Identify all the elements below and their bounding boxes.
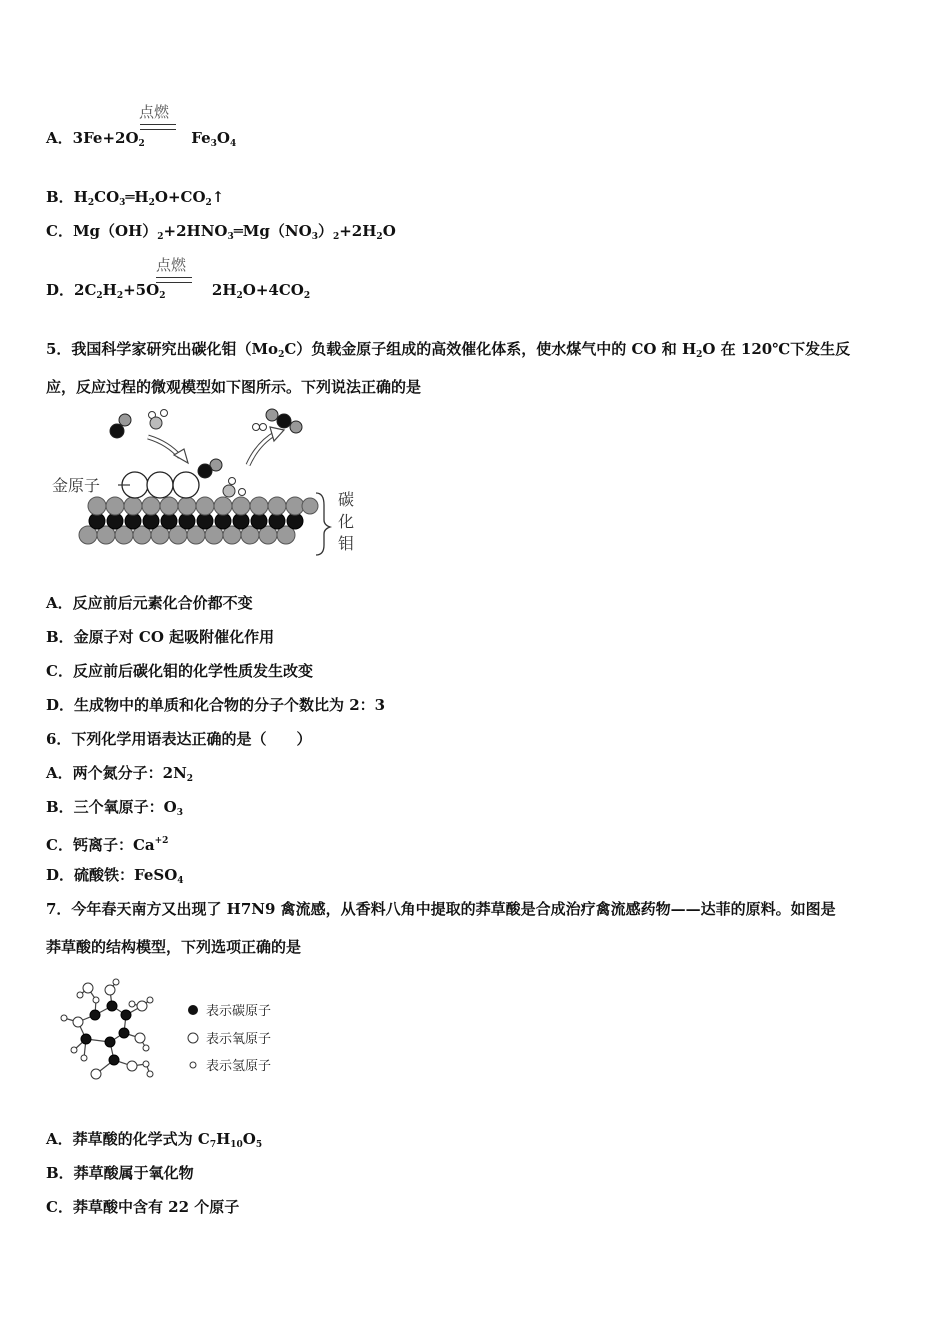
subscript: 2 [148, 198, 155, 208]
option-text: H [102, 281, 117, 299]
option-text: O [382, 222, 396, 240]
subscript: 4 [229, 139, 237, 149]
subscript: 2 [278, 350, 285, 360]
option-text: ） [317, 222, 333, 240]
option-text: A．莽草酸的化学式为 C [46, 1130, 210, 1148]
stem-text: O 在 120℃下发生反 [702, 340, 851, 358]
subscript: 5 [255, 1140, 263, 1150]
reaction-condition: 点燃 [156, 256, 187, 274]
subscript: 2 [157, 232, 164, 242]
subscript: 2 [696, 350, 703, 360]
legend-carbon: 表示碳原子 [206, 1004, 272, 1019]
subscript: 2 [303, 291, 311, 301]
q5-stem-line2: 应，反应过程的微观模型如下图所示。下列说法正确的是 [46, 378, 422, 396]
q7-stem-line2: 莽草酸的结构模型，下列选项正确的是 [46, 938, 302, 956]
q4-option-c[interactable] [46, 221, 396, 247]
subscript: 2 [138, 139, 145, 149]
subscript: 3 [176, 808, 184, 818]
subscript: 2 [236, 291, 243, 301]
substrate-bracket [316, 493, 330, 555]
h2o-molecule-adsorbed [223, 478, 246, 498]
gold-atoms [122, 472, 199, 498]
subscript: 2 [116, 291, 124, 301]
q6-option-a[interactable] [46, 763, 193, 789]
subscript: 2 [87, 198, 95, 208]
oxygen-legend-icon [188, 1033, 198, 1043]
option-text: ↑ [211, 188, 225, 206]
q6-option-d[interactable] [46, 865, 184, 891]
subscript: 7 [209, 1140, 217, 1150]
option-text: ═Mg（NO [233, 222, 312, 240]
reaction-condition: 点燃 [139, 103, 170, 121]
q6-option-c[interactable] [46, 831, 168, 855]
q5-option-b[interactable]: B．金原子对 CO 起吸附催化作用 [46, 628, 275, 646]
legend-hydrogen: 表示氢原子 [206, 1059, 272, 1074]
q7-option-b[interactable]: B．莽草酸属于氧化物 [46, 1164, 194, 1182]
option-text: H [216, 1130, 231, 1148]
q6-stem: 6．下列化学用语表达正确的是（ ） [46, 730, 312, 748]
option-text: C．钙离子：Ca [46, 836, 155, 854]
q7-option-a[interactable] [46, 1129, 262, 1155]
option-text: C．Mg（OH） [46, 222, 158, 240]
option-text: O [216, 129, 230, 147]
option-text: A．3Fe+2O [46, 129, 139, 147]
carbon-atoms [81, 1001, 131, 1065]
hydrogen-legend-icon [190, 1062, 196, 1068]
arrow-head [270, 427, 284, 441]
catalysis-model-figure [48, 405, 368, 560]
co-molecule-adsorbed [198, 459, 222, 478]
q6-option-b[interactable] [46, 797, 183, 823]
carbon-legend-icon [188, 1005, 198, 1015]
stem-text: C）负载金原子组成的高效催化体系，使水煤气中的 CO 和 H [284, 340, 697, 358]
subscript: 2 [376, 232, 383, 242]
q5-option-d[interactable]: D．生成物中的单质和化合物的分子个数比为 2：3 [46, 696, 386, 714]
shikimic-acid-model-figure [50, 970, 300, 1085]
option-text: 2H [211, 281, 237, 299]
option-text: ═H [125, 188, 149, 206]
option-text: +5O [123, 281, 160, 299]
legend-oxygen: 表示氧原子 [206, 1032, 272, 1047]
subscript: 3 [227, 232, 234, 242]
option-text: +2H [339, 222, 377, 240]
q4-option-b[interactable] [46, 187, 224, 213]
q5-option-a[interactable]: A．反应前后元素化合价都不变 [46, 594, 253, 612]
option-text: Fe [191, 129, 211, 147]
arrow-out-icon [248, 433, 276, 465]
q5-stem-line1 [46, 339, 850, 365]
subscript: 4 [177, 876, 184, 886]
option-text: CO [94, 188, 120, 206]
q7-stem-line1: 7．今年春天南方又出现了 H7N9 禽流感，从香料八角中提取的莽草酸是合成治疗禽流感药物——达菲的原料。如图是 [46, 900, 836, 918]
superscript: +2 [154, 836, 169, 846]
option-text: A．两个氮分子：2N [46, 764, 187, 782]
q4-option-a[interactable] [46, 128, 236, 154]
subscript: 10 [230, 1140, 243, 1150]
subscript: 2 [186, 774, 194, 784]
co-molecule-incoming [110, 414, 131, 438]
option-text: O+4CO [242, 281, 304, 299]
option-text: O [242, 1130, 256, 1148]
option-text: D．2C [46, 281, 97, 299]
q4-option-d[interactable] [46, 280, 310, 306]
option-text: O+CO [154, 188, 206, 206]
h2o-molecule-incoming [149, 410, 168, 430]
option-text: D．硫酸铁：FeSO [46, 866, 178, 884]
gold-atom-label: 金原子 [52, 476, 101, 495]
h2-molecule-product [253, 424, 267, 431]
subscript: 2 [332, 232, 340, 242]
subscript: 2 [159, 291, 166, 301]
q7-option-c[interactable]: C．莽草酸中含有 22 个原子 [46, 1198, 240, 1216]
subscript: 3 [311, 232, 318, 242]
option-text: B．H [46, 188, 88, 206]
substrate-label-char: 碳 [338, 490, 355, 509]
stem-text: 5．我国科学家研究出碳化钼（Mo [46, 340, 279, 358]
subscript: 3 [210, 139, 217, 149]
oxygen-atoms [73, 983, 147, 1079]
substrate-label-char: 化 [338, 512, 355, 531]
option-text: +2HNO [163, 222, 228, 240]
q5-option-c[interactable]: C．反应前后碳化钼的化学性质发生改变 [46, 662, 313, 680]
subscript: 3 [119, 198, 126, 208]
substrate-label-char: 钼 [338, 534, 355, 553]
option-text: B．三个氧原子：O [46, 798, 177, 816]
substrate-upper-row [88, 497, 318, 515]
subscript: 2 [96, 291, 103, 301]
subscript: 2 [205, 198, 212, 208]
